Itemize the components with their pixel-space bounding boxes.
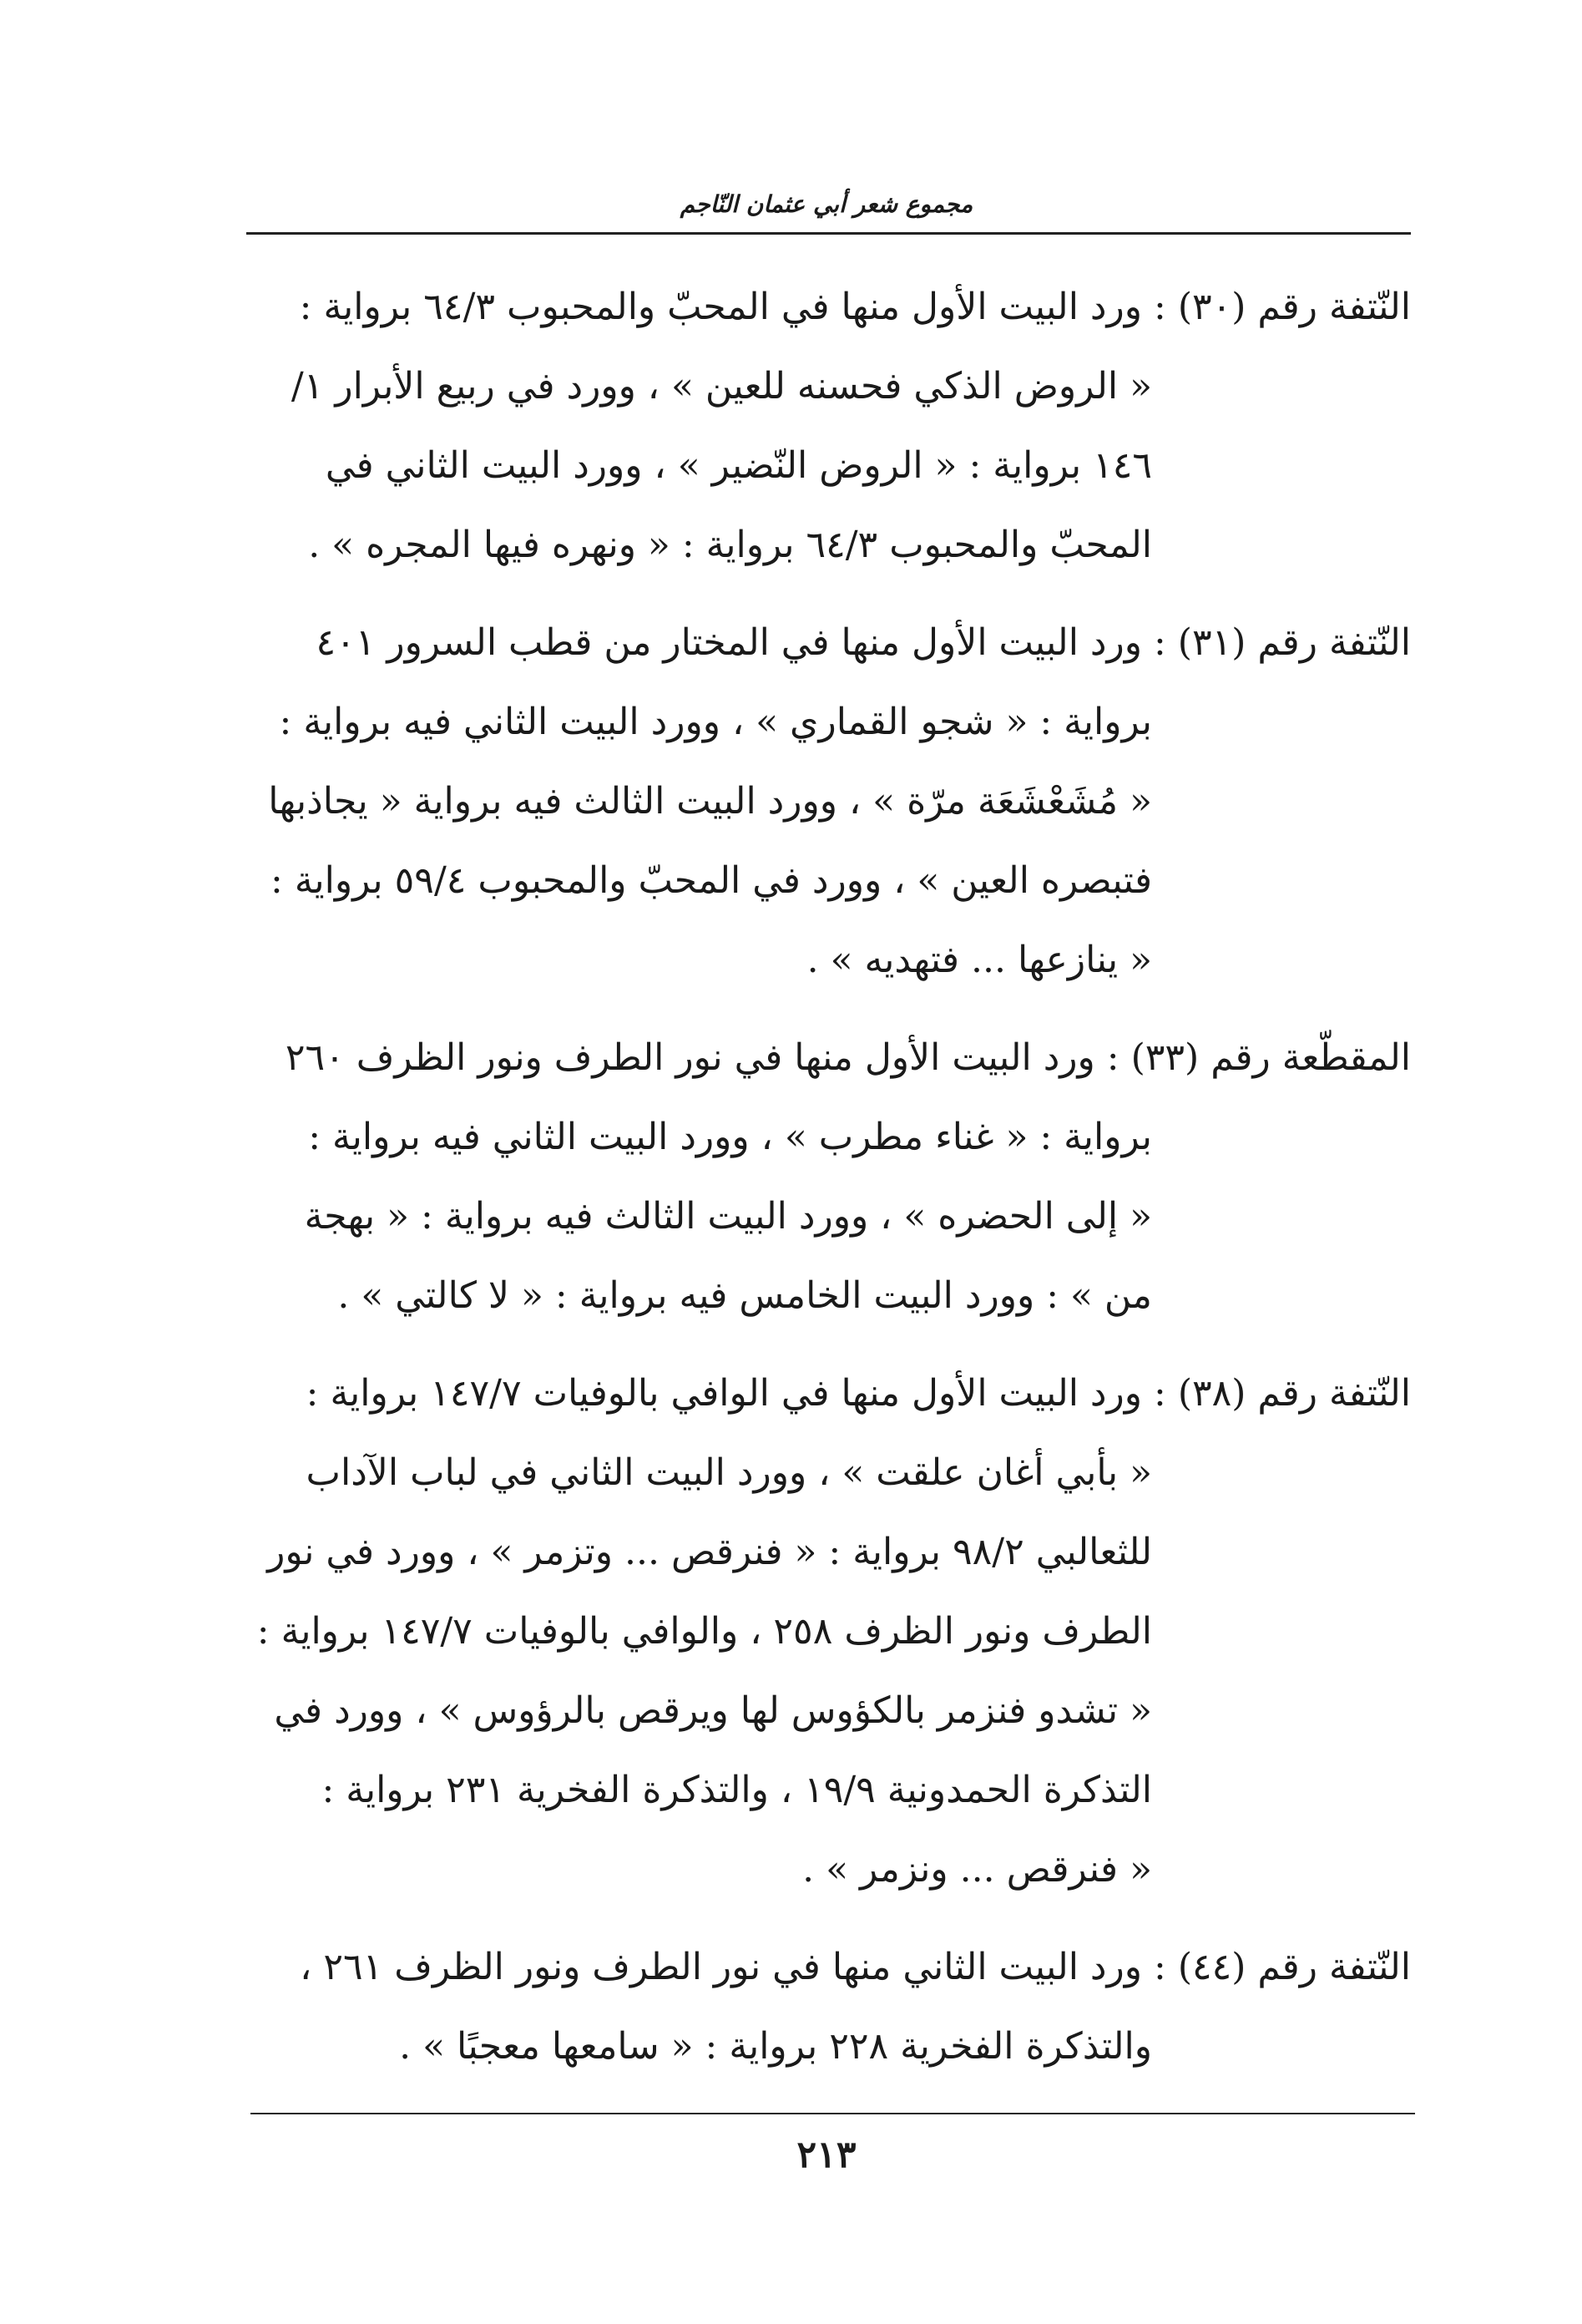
note-line: برواية : « شجو القماري » ، وورد البيت الثاني فيه برواية :	[279, 701, 1152, 743]
note-line: برواية : « غناء مطرب » ، وورد البيت الثاني فيه برواية :	[308, 1116, 1152, 1158]
notes-body	[246, 267, 1411, 2104]
footer-rule	[250, 2113, 1415, 2114]
note-line: النّتفة رقم (٣١) : ورد البيت الأول منها في المختار من قطب السرور ٤٠١	[316, 621, 1411, 664]
note-line: المحبّ والمحبوب ٦٤/٣ برواية : « ونهره فيها المجره » .	[308, 524, 1152, 566]
note-line: من » : وورد البيت الخامس فيه برواية : « لا كالتي » .	[337, 1274, 1152, 1317]
running-title: مجموع شعر أبي عثمان النّاجم	[680, 190, 973, 218]
note-line: « الروض الذكي فحسنه للعين » ، وورد في ربيع الأبرار ١/	[291, 365, 1152, 408]
note-line: النّتفة رقم (٤٤) : ورد البيت الثاني منها في نور الطرف ونور الظرف ٢٦١ ،	[300, 1946, 1411, 1988]
note-line: « تشدو فنزمر بالكؤوس لها ويرقص بالرؤوس » ، وورد في	[274, 1689, 1152, 1732]
note-entry-31	[246, 603, 1411, 1000]
note-line: المقطّعة رقم (٣٣) : ورد البيت الأول منها في نور الطرف ونور الظرف ٢٦٠	[285, 1036, 1411, 1079]
note-line: النّتفة رقم (٣٠) : ورد البيت الأول منها في المحبّ والمحبوب ٦٤/٣ برواية :	[299, 286, 1411, 328]
note-line: « إلى الحضره » ، وورد البيت الثالث فيه برواية : « بهجة	[304, 1195, 1152, 1238]
note-line: النّتفة رقم (٣٨) : ورد البيت الأول منها في الوافي بالوفيات ١٤٧/٧ برواية :	[306, 1372, 1411, 1415]
note-line: التذكرة الحمدونية ١٩/٩ ، والتذكرة الفخرية ٢٣١ برواية :	[321, 1769, 1152, 1811]
note-line: « ينازعها ... فتهديه » .	[806, 939, 1152, 981]
note-entry-38	[246, 1354, 1411, 1909]
note-entry-30	[246, 267, 1411, 585]
note-entry-33	[246, 1018, 1411, 1335]
note-line: ١٤٦ برواية : « الروض النّضير » ، وورد البيت الثاني في	[325, 444, 1152, 487]
note-line: « فنرقص ... ونزمر » .	[802, 1848, 1152, 1891]
header-rule	[246, 232, 1411, 235]
note-line: « مُشَعْشَعَة مرّة » ، وورد البيت الثالث فيه برواية « يجاذبها	[268, 780, 1152, 823]
note-line: الطرف ونور الظرف ٢٥٨ ، والوافي بالوفيات ١٤٧/٧ برواية :	[256, 1610, 1152, 1653]
note-line: والتذكرة الفخرية ٢٢٨ برواية : « سامعها معجبًا » .	[399, 2025, 1152, 2068]
note-line: فتبصره العين » ، وورد في المحبّ والمحبوب ٥٩/٤ برواية :	[270, 859, 1152, 902]
note-line: « بأبي أغان علقت » ، وورد البيت الثاني في لباب الآداب	[306, 1451, 1152, 1494]
note-entry-44	[246, 1927, 1411, 2086]
note-line: للثعالبي ٩٨/٢ برواية : « فنرقص ... وتزمر » ، وورد في نور	[267, 1531, 1152, 1573]
page-number: ٢١٣	[796, 2134, 857, 2176]
